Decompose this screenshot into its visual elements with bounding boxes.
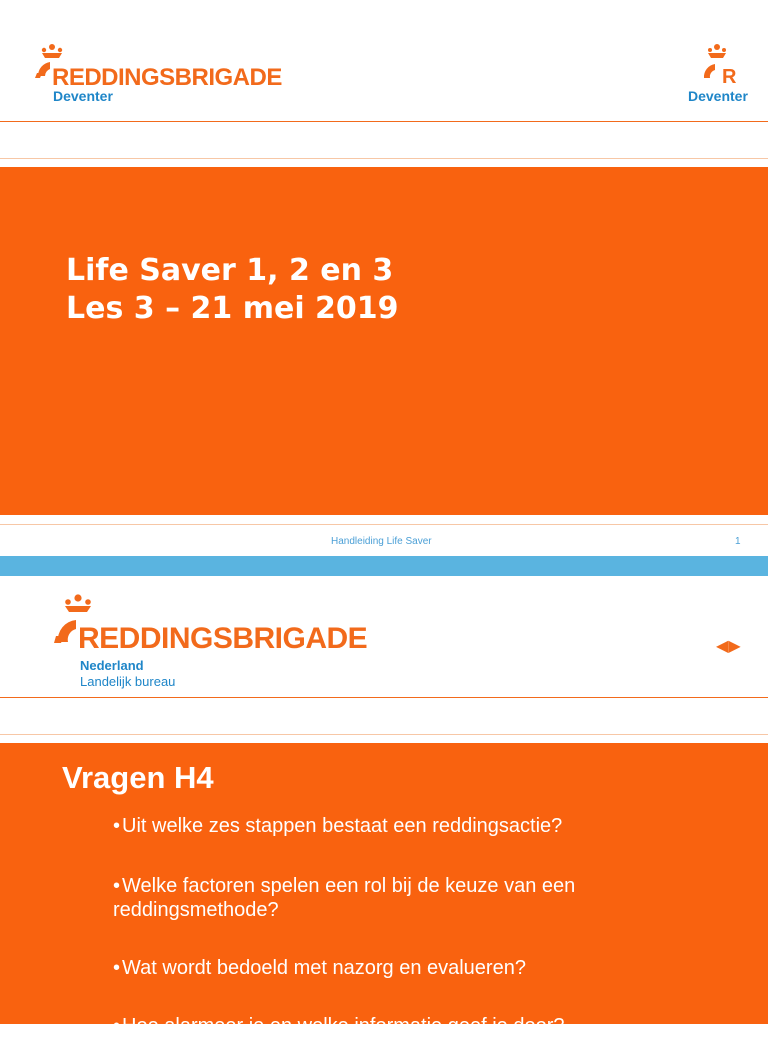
slide-title: Vragen H4: [62, 760, 214, 795]
title-band: [0, 167, 768, 515]
prev-slide-icon[interactable]: ◀: [716, 636, 729, 655]
question-text: Wat wordt bedoeld met nazorg en evalueren?: [122, 957, 526, 979]
logo-location: Deventer: [53, 88, 113, 104]
question-item: [113, 814, 673, 838]
question-text: Uit welke zes stappen bestaat een reddingsactie?: [122, 815, 563, 837]
question-item: [113, 956, 673, 980]
next-slide-icon[interactable]: ▶: [728, 636, 741, 655]
question-item: [113, 1014, 673, 1038]
header-divider-faint: [0, 158, 768, 159]
reddingsbrigade-deventer-logo: [34, 40, 284, 106]
logo-line-nederland: Nederland: [80, 658, 144, 673]
slide-title-line-1: Life Saver 1, 2 en 3: [66, 253, 394, 288]
footer-divider: [0, 524, 768, 525]
reddingsbrigade-small-logo: [686, 40, 758, 106]
header-divider: [0, 697, 768, 698]
reddingsbrigade-nederland-logo: [54, 590, 394, 690]
slide-nav: [716, 636, 741, 655]
header-divider: [0, 121, 768, 122]
question-text: Welke factoren spelen een rol bij de keuze van een reddingsmethode?: [113, 875, 576, 921]
logo-small-letter: R: [722, 66, 736, 88]
question-text: Hoe alarmeer je en welke informatie geef je door?: [122, 1015, 565, 1037]
logo-wordmark: REDDINGSBRIGADE: [52, 64, 282, 91]
footer-caption: Handleiding Life Saver: [331, 536, 432, 547]
header-divider-faint: [0, 734, 768, 735]
bullet: •: [113, 815, 121, 837]
bullet: •: [113, 1015, 121, 1037]
logo-wordmark: REDDINGSBRIGADE: [78, 622, 368, 655]
slide-separator: [0, 556, 768, 576]
page-number: 1: [735, 536, 741, 547]
logo-line-bureau: Landelijk bureau: [80, 674, 176, 689]
logo-small-location: Deventer: [688, 88, 748, 104]
bullet: •: [113, 957, 121, 979]
slide-title-line-2: Les 3 – 21 mei 2019: [66, 291, 399, 326]
bullet: •: [113, 875, 121, 897]
question-item: [113, 874, 673, 922]
